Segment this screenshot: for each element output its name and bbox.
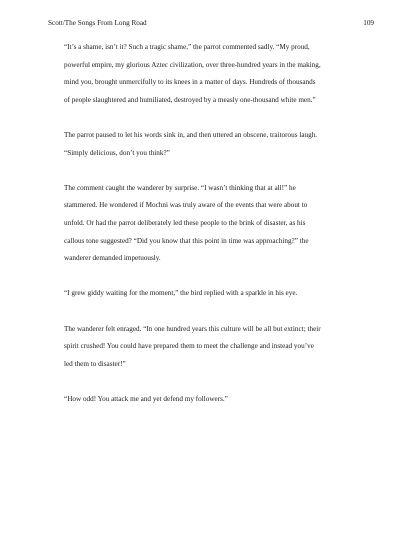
text-line: of people slaughtered and humiliated, destroyed by a measly one-thousand white men.” xyxy=(64,95,316,104)
text-line: “I grew giddy waiting for the moment,” the bird replied with a sparkle in his eye. xyxy=(64,289,298,298)
paragraph xyxy=(64,180,368,268)
text-line: wanderer demanded impetuously. xyxy=(64,254,161,263)
header-title: Scott/The Songs From Long Road xyxy=(48,19,147,27)
text-line: powerful empire, my glorious Aztec civilization, over three-hundred years in the making, xyxy=(64,60,321,69)
text-line: spirit crushed! You could have prepared them to meet the challenge and instead you’ve xyxy=(64,342,314,351)
running-header xyxy=(48,17,374,29)
paragraph xyxy=(64,285,368,303)
paragraph-gap xyxy=(64,109,368,127)
text-line: stammered. He wondered if Mochni was truly aware of the events that were about to xyxy=(64,201,308,210)
paragraph-gap xyxy=(64,303,368,321)
paragraph xyxy=(64,391,368,409)
paragraph-gap xyxy=(64,162,368,180)
paragraph xyxy=(64,127,368,162)
page-number: 109 xyxy=(363,19,374,27)
paragraph xyxy=(64,39,368,109)
body-text xyxy=(64,39,368,408)
text-line: The comment caught the wanderer by surprise. “I wasn’t thinking that at all!” he xyxy=(64,183,296,192)
paragraph xyxy=(64,321,368,374)
text-line: unfold. Or had the parrot deliberately led these people to the brink of disaster, as his xyxy=(64,218,306,227)
text-line: The wanderer felt enraged. “In one hundred years this culture will be all but extinct; their xyxy=(64,324,321,333)
paragraph-gap xyxy=(64,373,368,391)
text-line: mind you, brought unmercifully to its knees in a matter of days. Hundreds of thousands xyxy=(64,78,316,87)
text-line: “Simply delicious, don’t you think?” xyxy=(64,148,170,157)
text-line: callous tone suggested? “Did you know that this point in time was approaching?” the xyxy=(64,236,309,245)
paragraph-gap xyxy=(64,268,368,286)
text-line: “It’s a shame, isn’t it? Such a tragic shame,” the parrot commented sadly. “My proud, xyxy=(64,43,310,51)
text-line: led them to disaster!” xyxy=(64,359,126,368)
text-line: “How odd! You attack me and yet defend my followers.” xyxy=(64,394,228,403)
text-line: The parrot paused to let his words sink in, and then uttered an obscene, traitorous laugh. xyxy=(64,130,318,139)
